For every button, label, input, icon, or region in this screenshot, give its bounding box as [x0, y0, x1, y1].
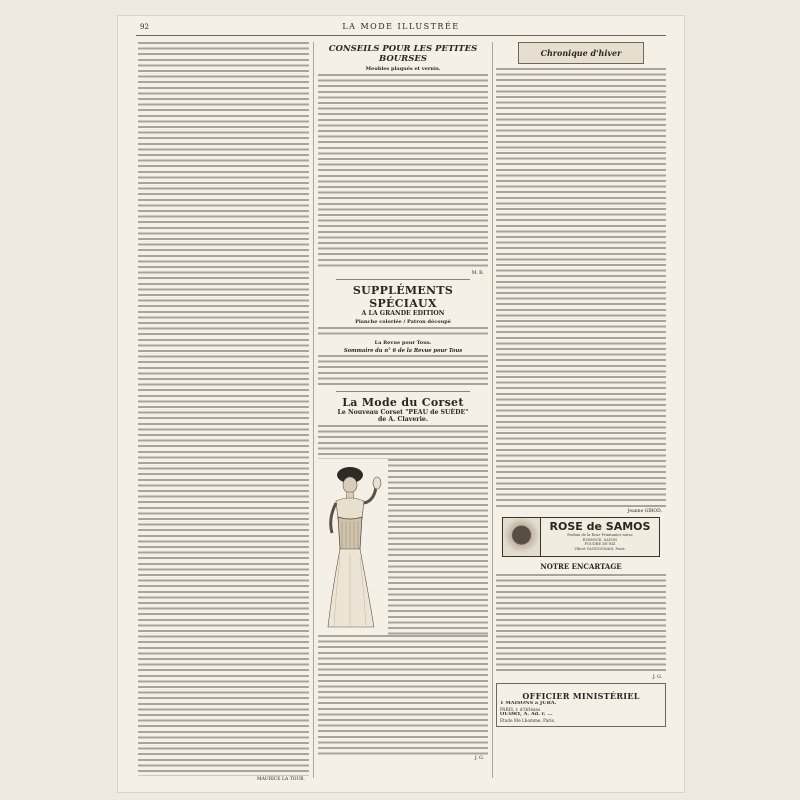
supplements-lead: Planche coloriée / Patron découpé: [355, 319, 451, 325]
corset-illustration: [320, 461, 384, 629]
corset-body-beside: [388, 459, 488, 635]
encartage-body: [496, 574, 666, 674]
supplements-heading: SUPPLÉMENTS SPÉCIAUX: [352, 284, 454, 310]
encartage-signature: J. G.: [652, 675, 662, 680]
ad-line-4: Vibert VAGNOGNAIS, Paris.: [574, 546, 626, 551]
conseils-heading: CONSEILS POUR LES PETITES BOURSES: [328, 44, 478, 64]
rose-de-samos-ad: [502, 517, 660, 557]
supplements-subheading: A LA GRANDE EDITION: [361, 310, 445, 317]
officier-line-1: 1 MAISONS à JURA.: [500, 701, 557, 706]
officier-line-2: PARIS, r. d'Orléans: [500, 706, 541, 712]
corset-intro: [318, 425, 488, 459]
corset-body: [318, 635, 488, 755]
supplements-line: La Revue pour Tous.: [374, 340, 432, 346]
ad-line-2: ESSENCE, SAVON: [582, 537, 618, 542]
officier-heading: OFFICIER MINISTÉRIEL: [522, 691, 640, 701]
chronique-signature: Jeanne GIROD.: [627, 509, 662, 514]
ad-line-3: POUDRE DE RIZ: [584, 542, 616, 547]
corset-subheading: Le Nouveau Corset "PEAU de SUÈDE": [337, 409, 469, 416]
section-rule-2: [336, 391, 470, 392]
sommaire-body: [318, 355, 488, 388]
column-middle: [318, 42, 488, 763]
newspaper-page: [118, 16, 684, 792]
ad-line-1: Parfum de la Rose Prinitanier mirac: [567, 533, 633, 537]
section-rule: [336, 279, 470, 280]
encartage-heading: NOTRE ENCARTAGE: [540, 562, 622, 571]
header-rule: [136, 35, 666, 36]
article-body-left: [138, 42, 309, 776]
column-divider-2: [492, 42, 493, 778]
chronique-heading: Chronique d'hiver: [540, 48, 622, 58]
corset-heading: La Mode du Corset: [342, 396, 464, 409]
portrait-illustration: [503, 518, 541, 556]
officier-line-3: OUDRY, A. Ad. r. ...: [500, 712, 553, 718]
chronique-body: [496, 68, 666, 508]
conseils-body: [318, 74, 488, 270]
column-divider-1: [313, 42, 314, 778]
ad-brand: ROSE de SAMOS: [549, 520, 651, 533]
corset-author: de A. Claverie.: [377, 416, 429, 423]
journal-title: LA MODE ILLUSTRÉE: [342, 22, 460, 31]
column-right: [496, 42, 666, 727]
corset-signature: J. G.: [474, 756, 484, 761]
sommaire-heading: Sommaire du n° 6 de la Revue pour Tous: [343, 348, 463, 354]
chronique-banner: [518, 42, 644, 64]
officier-line-4: Étude Me Lhomme, Paris.: [500, 717, 556, 723]
corset-figure-block: [318, 459, 488, 635]
supplements-body: [318, 327, 488, 338]
page-number: 92: [140, 23, 149, 31]
ad-text-block: [541, 518, 659, 556]
officier-box: [496, 683, 666, 727]
conseils-subheading: Meubles plaqués et vernis.: [365, 66, 441, 72]
article-signature-left: MAURICE LA TOUR.: [257, 777, 305, 782]
column-left: [138, 42, 309, 784]
conseils-signature: M. R.: [471, 271, 484, 276]
page-header: [118, 16, 684, 38]
